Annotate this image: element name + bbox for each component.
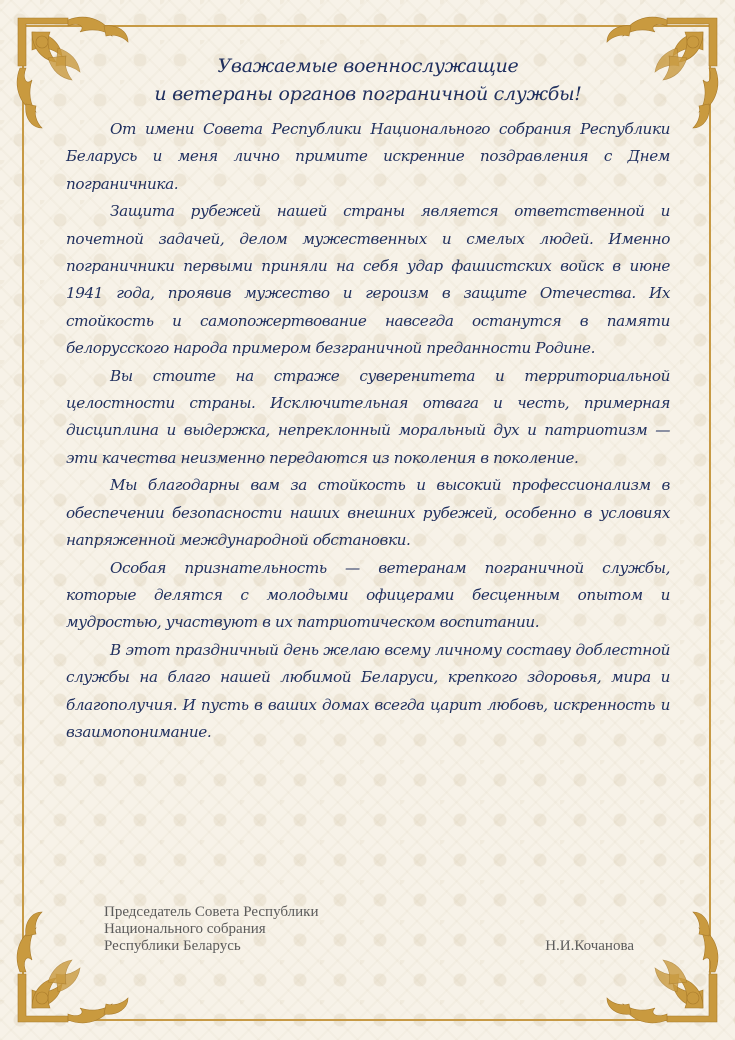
paragraph-6: В этот праздничный день желаю всему личному составу доблестной службы на благо нашей любимой Беларуси, крепкого здоровья, мира и благополучия. И пусть в ваших домах всегда царит любовь, искренность и взаимопонимание. bbox=[66, 640, 670, 741]
signature-title-line-2: Национального собрания bbox=[104, 921, 266, 937]
heading-line-2: и ветераны органов пограничной службы! bbox=[154, 83, 582, 105]
paragraph-2: Защита рубежей нашей страны является ответственной и почетной задачей, делом мужественных и смелых людей. Именно пограничники первыми приняли на себя удар фашистских войск в июне 1941 года, проявив мужество и героизм в защите Отечества. Их стойкость и самопожертвование навсегда останутся в памяти белорусского народа примером безграничной преданности Родине. bbox=[66, 202, 670, 358]
paragraph-4: Мы благодарны вам за стойкость и высокий профессионализм в обеспечении безопасности наших внешних рубежей, особенно в условиях напряженной международной обстановки. bbox=[66, 476, 670, 550]
paragraph-1: От имени Совета Республики Национального собрания Республики Беларусь и меня лично примите искренние поздравления с Днем пограничника. bbox=[66, 120, 670, 193]
paragraph-5: Особая признательность — ветеранам пограничной службы, которые делятся с молодыми офицерами бесценным опытом и мудростью, участвуют в их патриотическом воспитании. bbox=[66, 558, 670, 632]
paragraph-3: Вы стоите на страже суверенитета и территориальной целостности страны. Исключительная отвага и честь, примерная дисциплина и выдержка, непреклонный моральный дух и патриотизм — эти качества неизменно передаются из поколения в поколение. bbox=[66, 366, 670, 467]
letter-heading bbox=[66, 52, 670, 108]
signature-title-line-1: Председатель Совета Республики bbox=[104, 904, 319, 920]
signature-block bbox=[104, 904, 634, 955]
letter-body bbox=[66, 52, 670, 746]
signature-title-line-3: Республики Беларусь bbox=[104, 938, 241, 954]
heading-line-1: Уважаемые военнослужащие bbox=[217, 55, 519, 77]
signatory-name: Н.И.Кочанова bbox=[545, 938, 634, 954]
